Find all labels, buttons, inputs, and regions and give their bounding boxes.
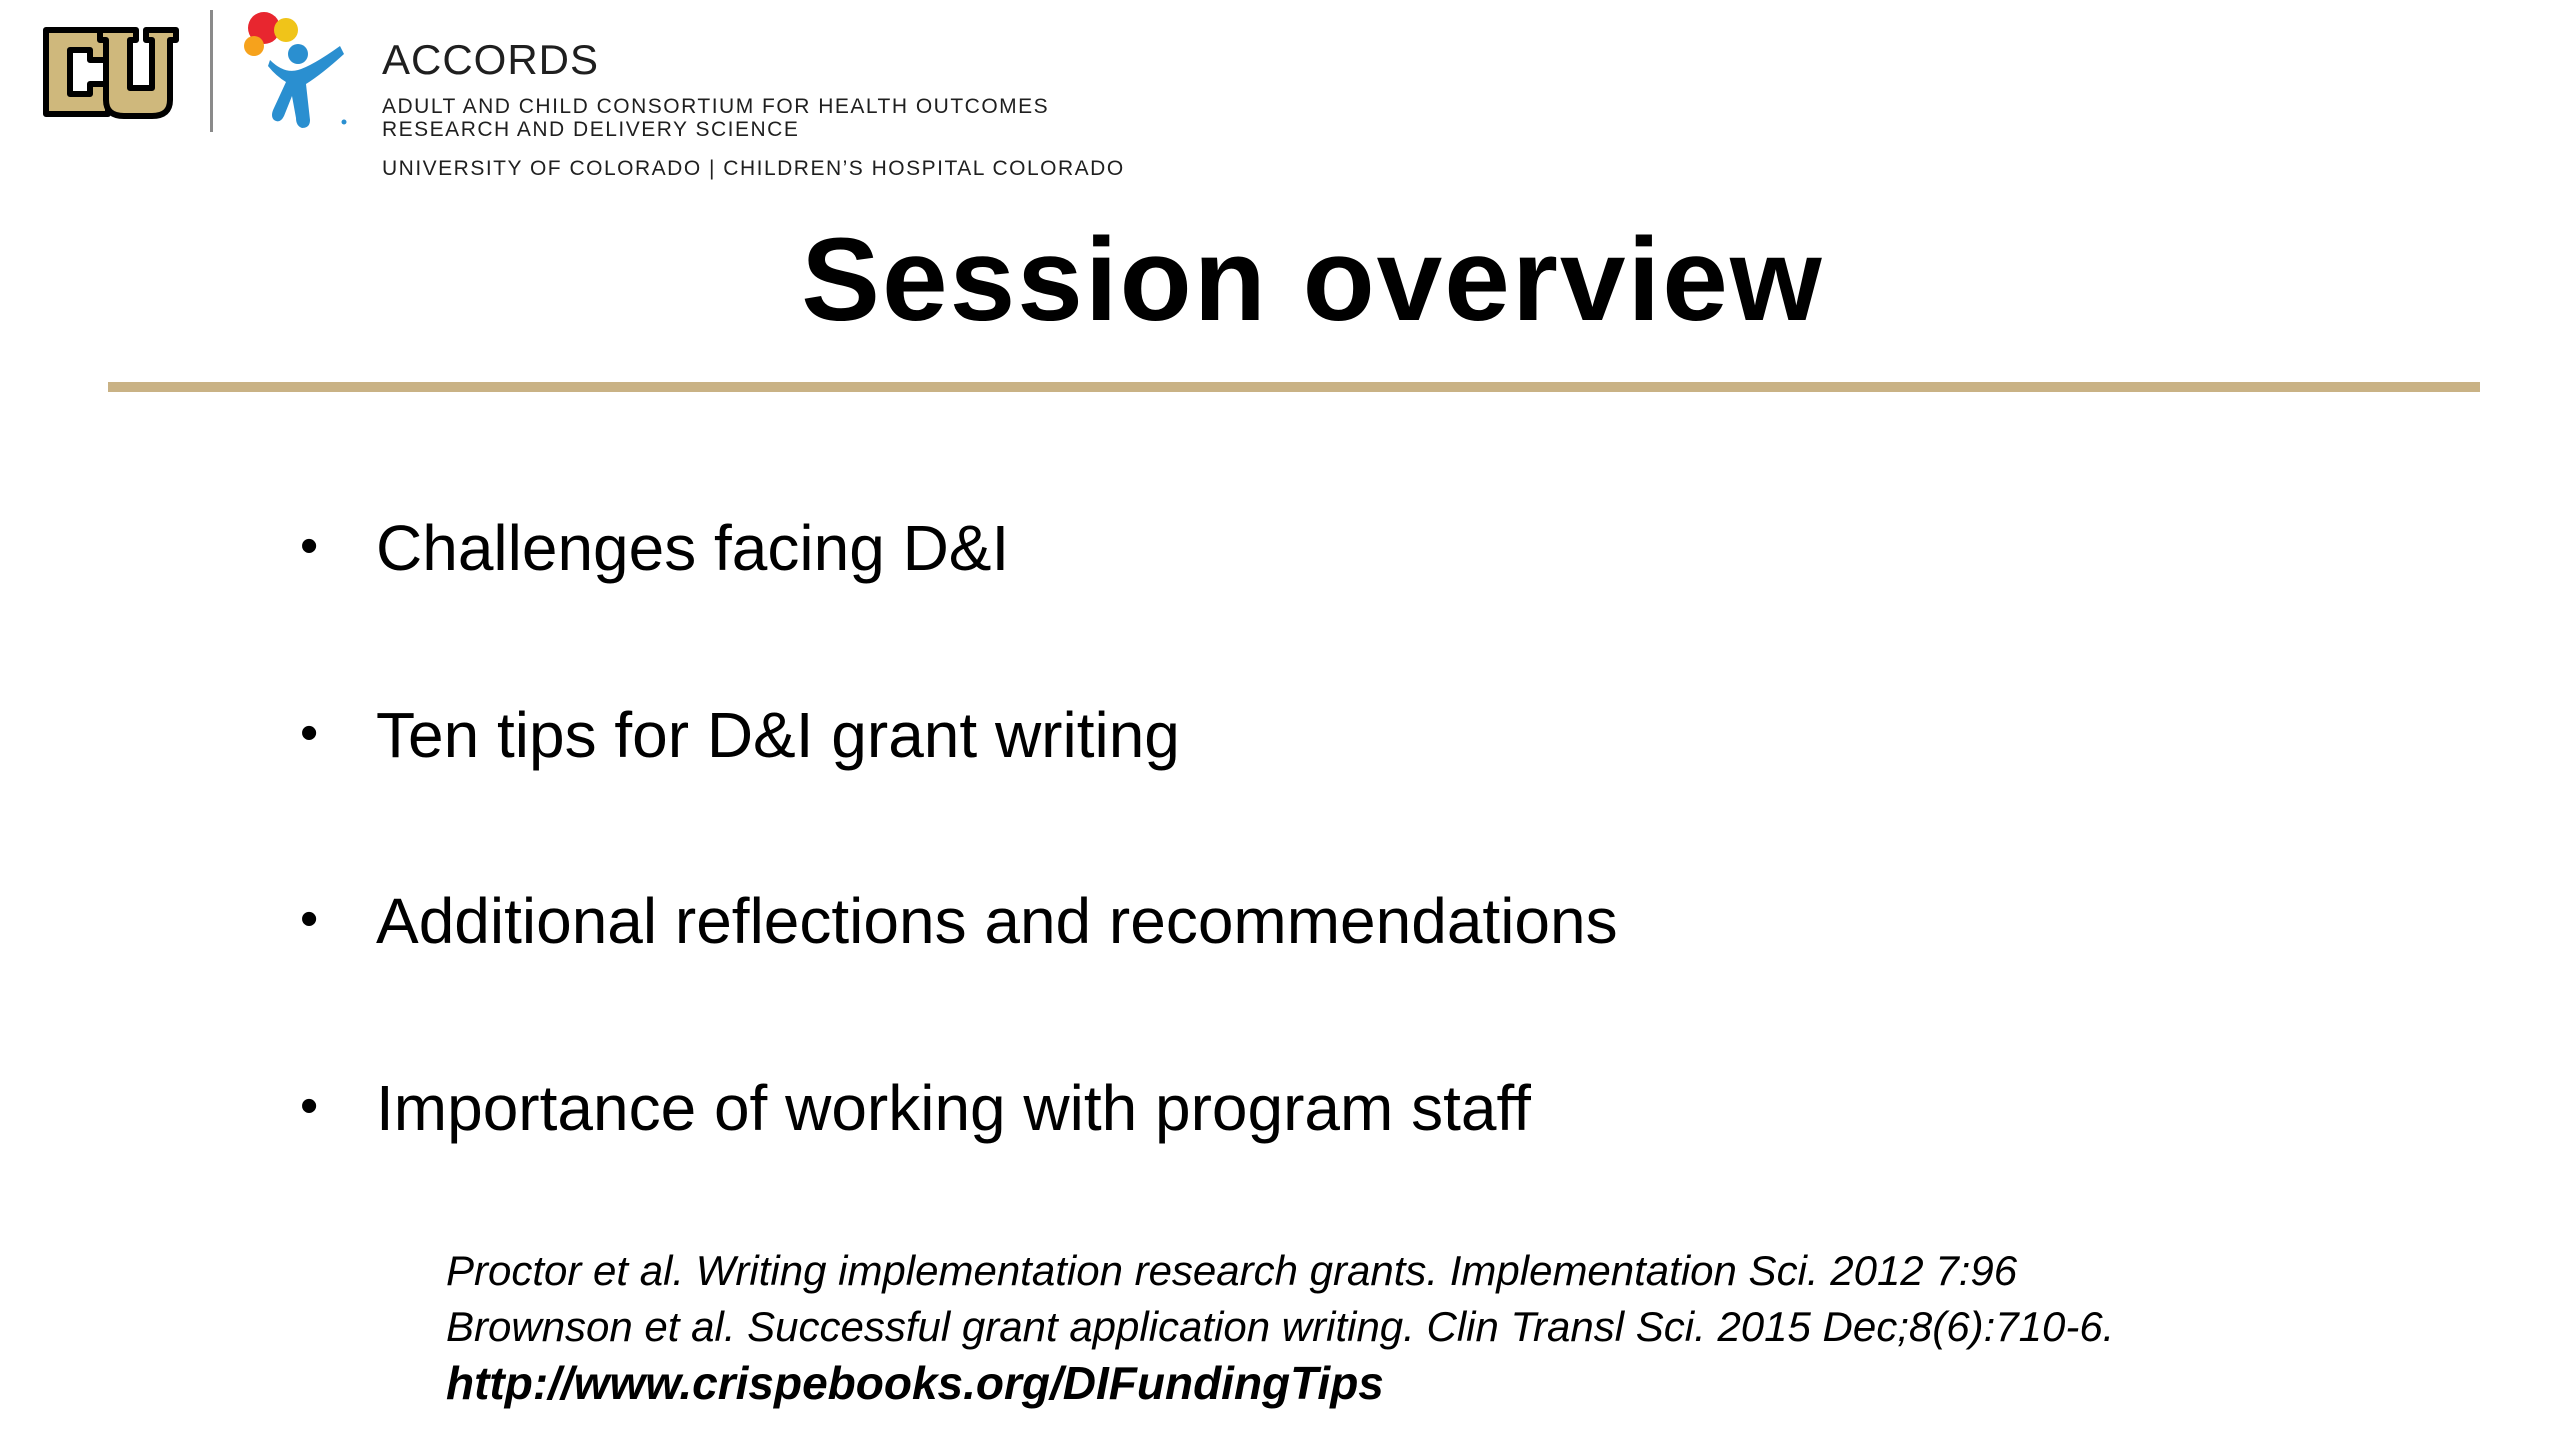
funding-tips-link[interactable]: http://www.crispebooks.org/DIFundingTips — [446, 1357, 1384, 1409]
org-full-name-line-2: RESEARCH AND DELIVERY SCIENCE — [382, 118, 800, 141]
bullet-marker: • — [300, 517, 319, 575]
bullet-marker: • — [300, 890, 319, 948]
reference-brownson: Brownson et al. Successful grant application writing. Clin Transl Sci. 2015 Dec;8(6):710-6. — [446, 1303, 2115, 1350]
bullet-marker: • — [300, 1077, 319, 1135]
reference-proctor: Proctor et al. Writing implementation research grants. Implementation Sci. 2012 7:96 — [446, 1247, 2018, 1294]
slide-title: Session overview — [801, 214, 1824, 346]
bullet-text: Importance of working with program staff — [376, 1072, 1531, 1144]
bullet-text: Challenges facing D&I — [376, 512, 1010, 584]
org-full-name-line-1: ADULT AND CHILD CONSORTIUM FOR HEALTH OUTCOMES — [382, 95, 1050, 118]
bullet-text: Ten tips for D&I grant writing — [376, 699, 1180, 771]
bullet-text: Additional reflections and recommendations — [376, 885, 1618, 957]
org-name: ACCORDS — [382, 36, 600, 83]
bullet-marker: • — [300, 704, 319, 762]
affiliation: UNIVERSITY OF COLORADO | CHILDREN’S HOSPITAL COLORADO — [382, 157, 1125, 180]
